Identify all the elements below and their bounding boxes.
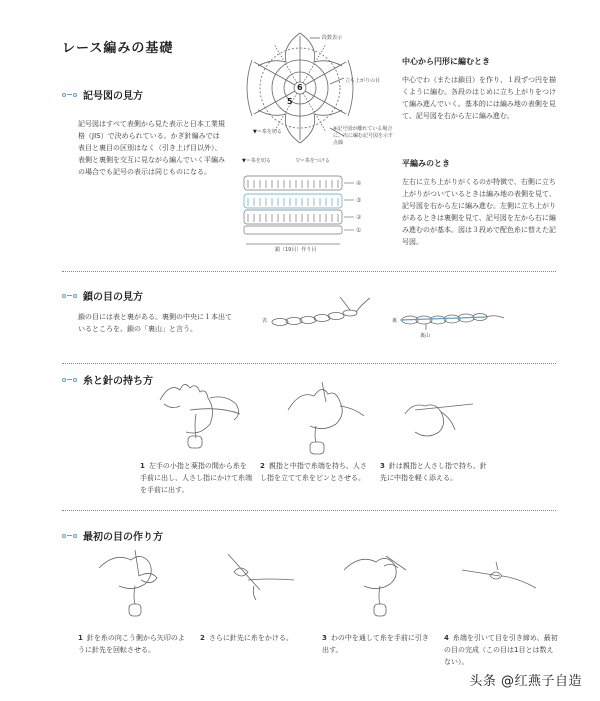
section-heading-text: 記号図の見方 — [83, 91, 143, 102]
flat-row-3: ③ — [356, 197, 362, 204]
attach-thread-icon: ▽ — [296, 158, 300, 164]
section-heading-symbol-chart — [62, 87, 143, 102]
circle-body: 中心でわ（または鎖目）を作り、１段ずつ円を描くように編む。各段のはじめに立ち上がりをつけて編み進んでいく。基本的には編み地の表側を見て、記号図を右から左に編み進む。 — [402, 76, 556, 120]
first-stitch-illustration-3 — [340, 548, 420, 618]
step-number: 4 — [444, 634, 449, 642]
first-stitch-illustration-4 — [460, 558, 540, 598]
step-number: 3 — [322, 634, 327, 642]
divider — [62, 363, 556, 364]
step-text: 針を糸の向こう側から矢印のように針先を回転させる。 — [78, 634, 185, 654]
first-stitch-illustration-2 — [220, 550, 300, 600]
cut-thread-icon: ▼ — [242, 158, 246, 164]
chain-back-diagram — [400, 300, 510, 340]
section-heading-holding — [62, 372, 153, 387]
step-number: 2 — [200, 634, 205, 642]
section-marker-icon — [62, 534, 77, 538]
step-number: 1 — [140, 462, 145, 470]
chain-back-hump-label: 裏山 — [420, 333, 431, 339]
flat-row-4: ④ — [356, 180, 362, 187]
step-number: 3 — [380, 462, 385, 470]
first-stitch-step-3 — [322, 632, 432, 656]
step-text: 親指と中指で糸端を持ち、人さし指を立てて糸をピンとさせる。 — [260, 462, 367, 482]
section-marker-icon — [62, 378, 77, 382]
flat-row-1: ① — [356, 227, 362, 234]
first-stitch-step-2 — [200, 632, 310, 644]
holding-illustration-3 — [395, 392, 475, 442]
section-marker-icon — [62, 93, 77, 97]
section-heading-first-stitch — [62, 528, 163, 543]
flat-row-2: ② — [356, 214, 362, 221]
section-heading-text: 糸と針の持ち方 — [83, 376, 153, 387]
holding-step-3 — [380, 460, 492, 484]
label-row-start: 立ち上がりの目 — [345, 78, 381, 84]
round-number-6: 6 — [297, 83, 303, 92]
first-stitch-step-4 — [444, 632, 560, 668]
watermark: 头条 @红燕子自造 — [469, 674, 582, 689]
cut-thread-icon: ▼ — [253, 129, 257, 135]
page-title: レース編みの基礎 — [62, 41, 174, 56]
flat-body: 左右に立ち上がりがくるのが特徴で、右側に立ち上がりがついているときは編み地の表側を見て、記号図を右から左に編み進む。左側に立ち上がりがあるときは裏側を見て、記号図を左から右に編み進むのが基本。図は３段めで配色糸に替えた記号図。 — [402, 178, 556, 246]
holding-step-1 — [140, 460, 252, 496]
step-number: 2 — [260, 462, 265, 470]
divider — [62, 510, 556, 511]
step-text: わの中を通して糸を手前に引き出す。 — [322, 634, 429, 654]
section-heading-text: 鎖の目の見方 — [83, 292, 143, 303]
flat-rows-diagram — [240, 172, 370, 252]
legend-attach-thread: ▽＝糸をつける — [296, 158, 330, 164]
first-stitch-step-1 — [78, 632, 188, 656]
label-dotted-note: ※記号図が離れている場合に、次に編む記号図を示す点線 — [333, 126, 394, 146]
symbol-chart-body: 記号図はすべて表側から見た表示と日本工業規格（JIS）で決められている。かぎ針編みでは表目と裏目の区別はなく（引き上げ目以外）、表側と裏側を交互に見ながら編んでいく平編みの場合でも記号の表示は同じものになる。 — [78, 120, 225, 176]
section-marker-icon — [62, 294, 77, 298]
circular-motif-diagram — [240, 28, 400, 178]
divider — [62, 271, 556, 272]
step-text: 糸端を引いて目を引き締め、最初の目の完成（この目は1目とは数えない）。 — [444, 634, 558, 666]
holding-illustration-2 — [280, 380, 370, 455]
chain-front-diagram — [270, 296, 380, 336]
first-stitch-illustration-1 — [95, 548, 175, 618]
section-heading-chain — [62, 288, 143, 303]
step-text: 針は親指と人さし指で持ち、針先に中指を軽く添える。 — [380, 462, 487, 482]
circle-heading: 中心から円形に編むとき — [402, 57, 490, 66]
section-heading-text: 最初の目の作り方 — [83, 532, 163, 543]
step-number: 1 — [78, 634, 83, 642]
holding-step-2 — [260, 460, 372, 484]
chain-front-label: 表 — [262, 318, 268, 324]
step-text: 左手の小指と薬指の間から糸を手前に出し、人さし指にかけて糸端を手前に出す。 — [140, 462, 252, 494]
label-chain-count: 鎖（19目）作り目 — [275, 247, 317, 253]
chain-body: 鎖の目には表と裏がある。裏側の中央に１本出ているところを、鎖の「裏山」と言う。 — [78, 313, 232, 333]
holding-illustration-1 — [150, 380, 250, 450]
label-round-number: 段数表示 — [322, 35, 343, 41]
flat-heading: 平編みのとき — [402, 159, 450, 168]
round-number-5: 5 — [287, 97, 293, 106]
label-cut-thread: ▼＝糸を切る — [253, 129, 282, 135]
legend-cut-thread: ▼＝糸を切る — [242, 158, 271, 164]
step-text: さらに針先に糸をかける。 — [208, 634, 293, 642]
chain-back-label: 裏 — [392, 318, 398, 324]
